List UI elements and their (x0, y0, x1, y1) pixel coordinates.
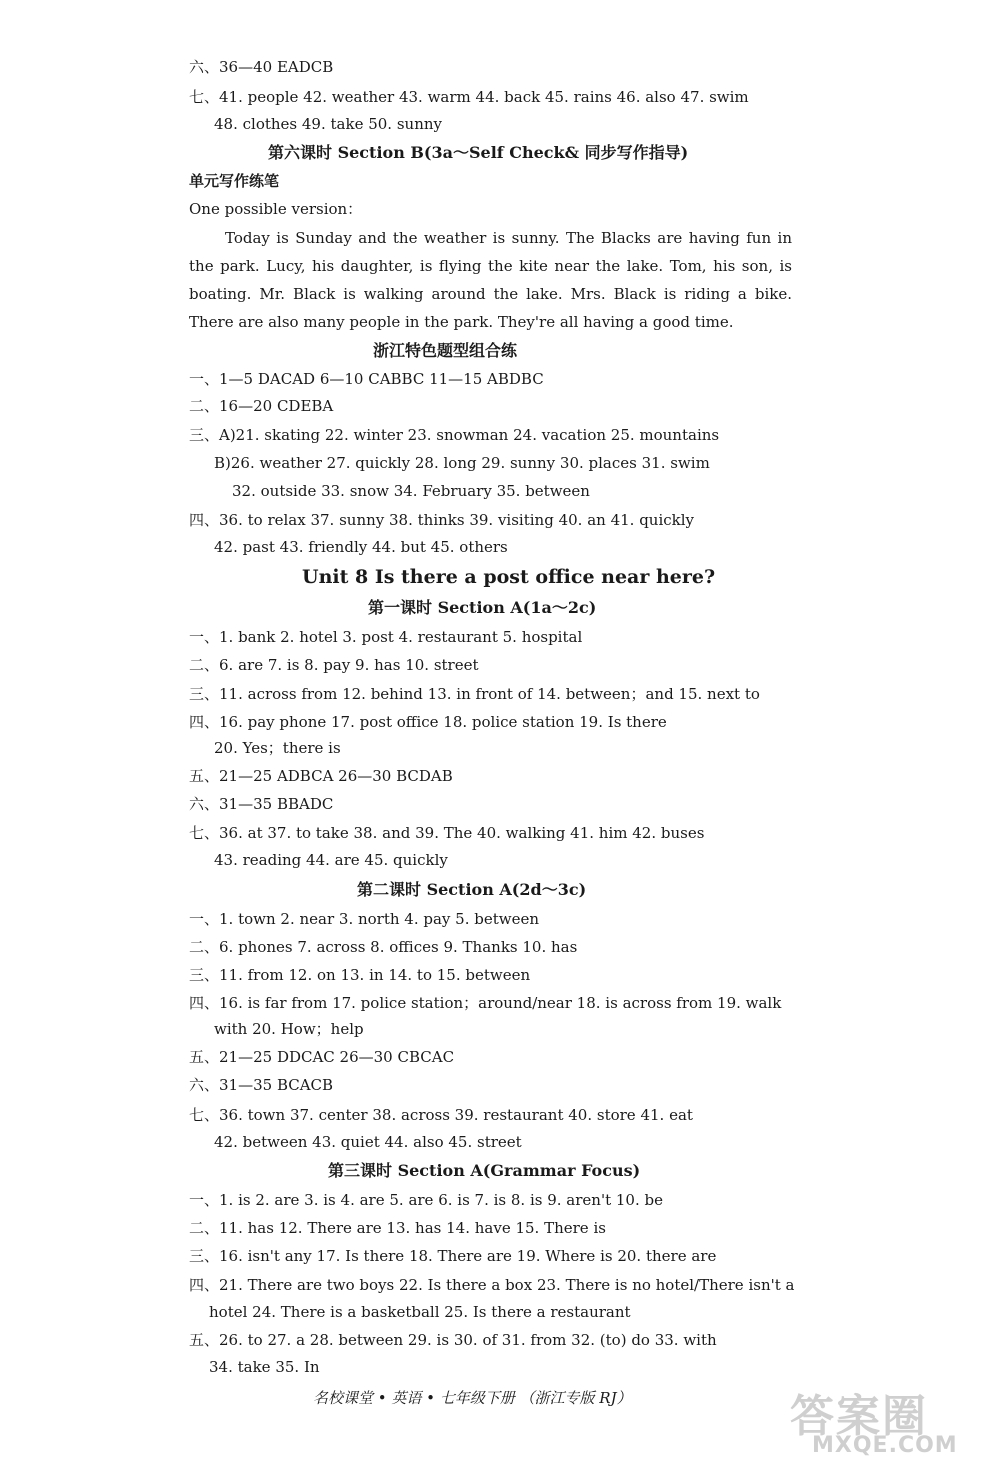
answer-line: 32. outside 33. snow 34. February 35. between (232, 482, 590, 500)
lesson-title: 第二课时 Section A(2d～3c) (357, 880, 587, 899)
answer-line: 三、A)21. skating 22. winter 23. snowman 24. vacation 25. mountains (189, 426, 720, 444)
answer-line: 五、21—25 DDCAC 26—30 CBCAC (189, 1048, 455, 1066)
answer-line: 六、36—40 EADCB (189, 58, 334, 76)
answer-line: 四、36. to relax 37. sunny 38. thinks 39. visiting 40. an 41. quickly (189, 511, 695, 529)
answer-line: 48. clothes 49. take 50. sunny (214, 115, 442, 133)
answer-line: 二、6. are 7. is 8. pay 9. has 10. street (189, 656, 479, 674)
answer-line: 一、1. is 2. are 3. is 4. are 5. are 6. is 7. is 8. is 9. aren't 10. be (189, 1191, 663, 1209)
answer-line: hotel 24. There is a basketball 25. Is there a restaurant (209, 1303, 631, 1321)
answer-line: 七、36. town 37. center 38. across 39. restaurant 40. store 41. eat (189, 1106, 693, 1124)
answer-line: 六、31—35 BBADC (189, 795, 334, 813)
answer-line: 四、16. is far from 17. police station；around/near 18. is across from 19. walk (189, 994, 782, 1012)
section-title: 浙江特色题型组合练 (373, 341, 518, 360)
answer-line: 四、21. There are two boys 22. Is there a box 23. There is no hotel/There isn't a (189, 1276, 795, 1294)
page-footer: 名校课堂 • 英语 • 七年级下册 （浙江专版 RJ） (313, 1389, 632, 1407)
answer-line: 34. take 35. In (209, 1358, 320, 1376)
answer-line: 二、11. has 12. There are 13. has 14. have 15. There is (189, 1219, 606, 1237)
answer-line: 三、16. isn't any 17. Is there 18. There are 19. Where is 20. there are (189, 1247, 717, 1265)
watermark-url: MXQE.COM (812, 1433, 958, 1458)
section-label: 单元写作练笔 (189, 172, 280, 190)
answer-line: 一、1. town 2. near 3. north 4. pay 5. between (189, 910, 540, 928)
answer-line: 七、41. people 42. weather 43. warm 44. back 45. rains 46. also 47. swim (189, 88, 749, 106)
watermark-logo: 答案圈 (790, 1391, 928, 1442)
answer-line: 六、31—35 BCACB (189, 1076, 334, 1094)
lesson-title: 第六课时 Section B(3a～Self Check& 同步写作指导) (268, 143, 689, 162)
essay-paragraph: Today is Sunday and the weather is sunny. The Blacks are having fun in the park. Lucy, his daughter, is flying the kite near the lake. Tom, his son, is boating. Mr. Black is walking around the lake. Mrs. Black is riding a bike. There are also many people in the park. They're all having a good time. (189, 229, 792, 331)
answer-line: 一、1—5 DACAD 6—10 CABBC 11—15 ABDBC (189, 370, 544, 388)
unit-title: Unit 8 Is there a post office near here? (302, 566, 716, 588)
answer-line: 三、11. from 12. on 13. in 14. to 15. between (189, 966, 531, 984)
lesson-title: 第一课时 Section A(1a～2c) (368, 598, 597, 617)
answer-line: 43. reading 44. are 45. quickly (214, 851, 448, 869)
answer-line: 一、1. bank 2. hotel 3. post 4. restaurant 5. hospital (189, 628, 583, 646)
answer-line: B)26. weather 27. quickly 28. long 29. sunny 30. places 31. swim (214, 454, 710, 472)
possible-version-label: One possible version： (189, 200, 363, 218)
answer-line: 五、26. to 27. a 28. between 29. is 30. of 31. from 32. (to) do 33. with (189, 1331, 717, 1349)
answer-line: 42. past 43. friendly 44. but 45. others (214, 538, 508, 556)
answer-line: 20. Yes；there is (214, 739, 341, 757)
answer-line: 四、16. pay phone 17. post office 18. police station 19. Is there (189, 713, 667, 731)
answer-line: 三、11. across from 12. behind 13. in front of 14. between；and 15. next to (189, 685, 760, 703)
answer-line: 42. between 43. quiet 44. also 45. street (214, 1133, 522, 1151)
answer-line: 二、16—20 CDEBA (189, 397, 334, 415)
answer-line: with 20. How；help (214, 1020, 364, 1038)
answer-line: 七、36. at 37. to take 38. and 39. The 40. walking 41. him 42. buses (189, 824, 705, 842)
answer-line: 五、21—25 ADBCA 26—30 BCDAB (189, 767, 453, 785)
answer-line: 二、6. phones 7. across 8. offices 9. Thanks 10. has (189, 938, 578, 956)
lesson-title: 第三课时 Section A(Grammar Focus) (328, 1161, 641, 1180)
